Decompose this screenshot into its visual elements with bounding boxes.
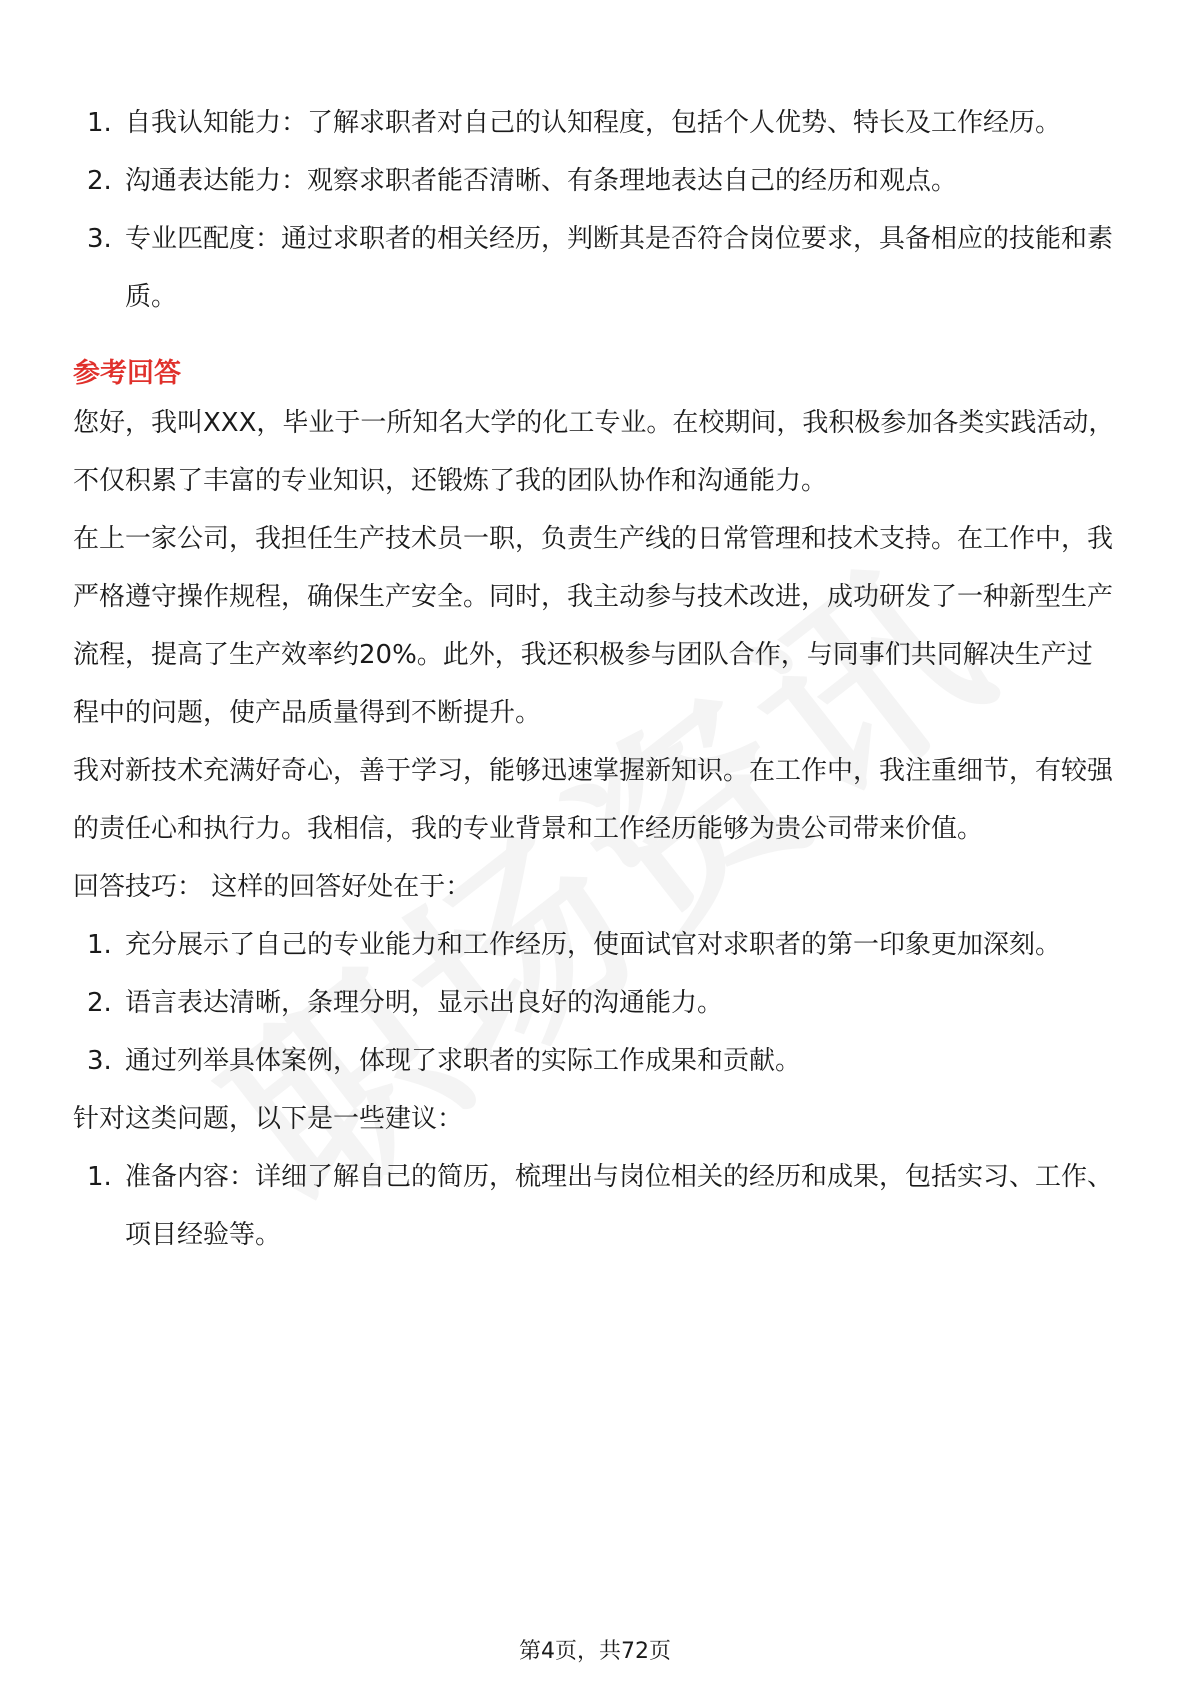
list-text: 通过列举具体案例，体现了求职者的实际工作成果和贡献。	[125, 1046, 802, 1076]
document-page	[73, 94, 1118, 1264]
list-text: 语言表达清晰，条理分明，显示出良好的沟通能力。	[125, 988, 724, 1018]
section-heading: 参考回答	[73, 358, 181, 389]
criteria-list	[73, 94, 1118, 326]
list-item	[73, 916, 1118, 974]
list-text: 沟通表达能力：观察求职者能否清晰、有条理地表达自己的经历和观点。	[125, 166, 958, 196]
page-number: 第4页，共72页	[519, 1639, 671, 1664]
list-text: 充分展示了自己的专业能力和工作经历，使面试官对求职者的第一印象更加深刻。	[125, 930, 1062, 960]
answer-paragraph-3: 我对新技术充满好奇心，善于学习，能够迅速掌握新知识。在工作中，我注重细节，有较强的责任心和执行力。我相信，我的专业背景和工作经历能够为贵公司带来价值。	[73, 756, 1114, 844]
list-number: 1.	[87, 1162, 112, 1192]
list-item	[73, 1032, 1118, 1090]
answer-paragraph-2: 在上一家公司，我担任生产技术员一职，负责生产线的日常管理和技术支持。在工作中，我严格遵守操作规程，确保生产安全。同时，我主动参与技术改进，成功研发了一种新型生产流程，提高了生产效率约20%。此外，我还积极参与团队合作，与同事们共同解决生产过程中的问题，使产品质量得到不断提升。	[73, 524, 1114, 728]
list-text: 准备内容：详细了解自己的简历，梳理出与岗位相关的经历和成果，包括实习、工作、项目经验等。	[125, 1162, 1114, 1250]
answer-paragraph-1: 您好，我叫XXX，毕业于一所知名大学的化工专业。在校期间，我积极参加各类实践活动，不仅积累了丰富的专业知识，还锻炼了我的团队协作和沟通能力。	[73, 408, 1115, 496]
list-number: 1.	[87, 108, 112, 138]
tips-intro: 回答技巧： 这样的回答好处在于：	[73, 872, 472, 902]
list-number: 2.	[87, 988, 112, 1018]
list-item	[73, 94, 1118, 152]
list-item	[73, 974, 1118, 1032]
list-number: 3.	[87, 1046, 112, 1076]
list-item	[73, 152, 1118, 210]
list-number: 2.	[87, 166, 112, 196]
list-item	[73, 1148, 1118, 1264]
suggestions-intro: 针对这类问题，以下是一些建议：	[73, 1104, 464, 1134]
list-text: 自我认知能力：了解求职者对自己的认知程度，包括个人优势、特长及工作经历。	[125, 108, 1062, 138]
suggestions-list	[73, 1148, 1118, 1264]
list-item	[73, 210, 1118, 326]
list-number: 1.	[87, 930, 112, 960]
list-text: 专业匹配度：通过求职者的相关经历，判断其是否符合岗位要求，具备相应的技能和素质。	[125, 224, 1114, 312]
tips-list	[73, 916, 1118, 1090]
list-number: 3.	[87, 224, 112, 254]
